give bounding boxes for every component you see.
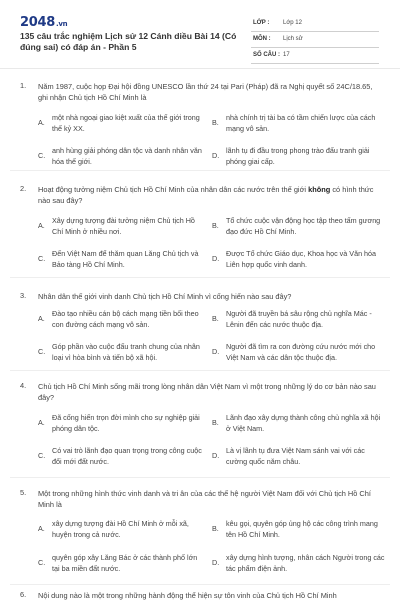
info-row-count <box>251 48 379 64</box>
logo-text: 2048 <box>20 15 55 30</box>
question-text: Chủ tịch Hồ Chí Minh sống mãi trong lòng nhân dân Việt Nam vì một trong những lý do cơ bản nào sau đây? <box>38 382 376 402</box>
option-text: xây dựng hình tượng, nhân cách Người trong các tác phẩm điện ảnh. <box>226 553 385 573</box>
option-letter: A. <box>38 118 45 127</box>
question-text-part: có hình thức nào sau đây? <box>38 185 374 205</box>
info-value-count: 17 <box>283 52 290 58</box>
option-text: Đào tạo nhiều cán bộ cách mạng tiền bối theo con đường cách mạng vô sản. <box>52 309 199 329</box>
document-title: 135 câu trắc nghiệm Lịch sử 12 Cánh diều Bài 14 (Có đúng sai) có đáp án - Phần 5 <box>20 31 237 52</box>
option-text: anh hùng giải phóng dân tộc và danh nhân văn hóa thế giới. <box>52 146 202 166</box>
option-b[interactable] <box>212 518 386 540</box>
option-text: xây dựng tượng đài Hồ Chí Minh ở mỗi xã, huyện trong cả nước. <box>52 519 189 539</box>
option-letter: B. <box>212 118 219 127</box>
option-d[interactable] <box>212 145 386 167</box>
info-row-class <box>251 16 379 32</box>
option-letter: B. <box>212 314 219 323</box>
question-divider <box>10 584 390 585</box>
option-letter: C. <box>38 151 46 160</box>
question-number: 6. <box>20 590 27 599</box>
question-text: Nội dung nào là một trong những hành động thể hiện sự tôn vinh của Chủ tịch Hồ Chí Minh <box>38 591 337 600</box>
question-text-part: Hoạt động tưởng niệm Chủ tịch Hồ Chí Minh của nhân dân các nước trên thế giới <box>38 185 309 194</box>
option-c[interactable] <box>38 445 202 467</box>
option-text: một nhà ngoại giao kiệt xuất của thế giới trong thế kỷ XX. <box>52 113 200 133</box>
option-text: kêu gọi, quyên góp ủng hộ các công trình mang tên Hồ Chí Minh. <box>226 519 378 539</box>
info-panel <box>251 16 379 64</box>
option-text: Tổ chức cuộc vận động học tập theo tấm gương đạo đức Hồ Chí Minh. <box>226 216 381 236</box>
option-text: quyên góp xây Lăng Bác ở các thành phố lớn tại ba miền đất nước. <box>52 553 198 573</box>
option-c[interactable] <box>38 145 202 167</box>
option-text: Xây dựng tượng đài tưởng niệm Chủ tịch Hồ Chí Minh ở nhiều nơi. <box>52 216 195 236</box>
option-text: Là vị lãnh tụ đưa Việt Nam sánh vai với các cường quốc năm châu. <box>226 446 365 466</box>
option-d[interactable] <box>212 445 386 467</box>
option-c[interactable] <box>38 341 202 363</box>
option-text: Góp phần vào cuộc đấu tranh chung của nhân loại vì hòa bình và tiến bộ xã hội. <box>52 342 200 362</box>
option-d[interactable] <box>212 341 386 363</box>
option-b[interactable] <box>212 412 386 434</box>
option-text: Đến Việt Nam để thăm quan Lăng Chủ tịch và Bảo tàng Hồ Chí Minh. <box>52 249 199 269</box>
document-header <box>0 0 400 66</box>
option-letter: B. <box>212 221 219 230</box>
option-text: lãnh tụ đi đầu trong phong trào đấu tranh giải phóng giai cấp. <box>226 146 370 166</box>
question-number: 4. <box>20 381 27 390</box>
info-value-subject: Lịch sử <box>283 36 303 42</box>
info-label-count: SỐ CÂU : <box>253 52 280 58</box>
option-letter: B. <box>212 418 219 427</box>
option-b[interactable] <box>212 112 386 134</box>
question-text: Năm 1987, cuộc họp Đại hội đồng UNESCO lần thứ 24 tại Pari (Pháp) đã ra Nghị quyết số 24C/18.65, ghi nhận Chủ tịch Hồ Chí Minh là <box>38 82 373 102</box>
option-a[interactable] <box>38 215 202 237</box>
option-a[interactable] <box>38 308 202 330</box>
question-divider <box>10 370 390 371</box>
info-value-class: Lớp 12 <box>283 20 302 26</box>
option-a[interactable] <box>38 412 202 434</box>
info-row-subject <box>251 32 379 48</box>
question-text: Một trong những hình thức vinh danh và tri ân của các thế hệ người Việt Nam đối với Chủ tịch Hồ Chí Minh là <box>38 489 371 509</box>
question-divider <box>10 170 390 171</box>
option-letter: A. <box>38 524 45 533</box>
option-text: nhà chính trị tài ba có tầm chiến lược của cách mạng vô sản. <box>226 113 376 133</box>
question-text: Nhân dân thế giới vinh danh Chủ tịch Hồ Chí Minh vì cống hiến nào sau đây? <box>38 292 292 301</box>
question-divider <box>10 277 390 278</box>
question-text <box>38 184 383 206</box>
question-number: 3. <box>20 291 27 300</box>
option-a[interactable] <box>38 518 202 540</box>
logo-suffix: .vn <box>55 20 68 28</box>
question-number: 1. <box>20 81 27 90</box>
option-a[interactable] <box>38 112 202 134</box>
site-logo[interactable] <box>20 15 67 30</box>
header-divider <box>0 68 400 69</box>
option-text: Lãnh đạo xây dựng thành công chủ nghĩa xã hội ở Việt Nam. <box>226 413 381 433</box>
option-letter: B. <box>212 524 219 533</box>
option-letter: A. <box>38 314 45 323</box>
option-text: Đã cống hiến trọn đời mình cho sự nghiệp giải phóng dân tộc. <box>52 413 200 433</box>
option-letter: C. <box>38 558 46 567</box>
option-letter: D. <box>212 151 220 160</box>
option-letter: D. <box>212 347 220 356</box>
option-c[interactable] <box>38 552 202 574</box>
option-text: Người đã tìm ra con đường cứu nước mới cho Việt Nam và các dân tộc thuộc địa. <box>226 342 376 362</box>
option-letter: C. <box>38 451 46 460</box>
option-letter: C. <box>38 347 46 356</box>
question-number: 2. <box>20 184 27 193</box>
question-divider <box>10 477 390 478</box>
option-b[interactable] <box>212 215 386 237</box>
option-b[interactable] <box>212 308 386 330</box>
option-text: Được Tổ chức Giáo dục, Khoa học và Văn hóa Liên hợp quốc vinh danh. <box>226 249 377 269</box>
option-letter: A. <box>38 418 45 427</box>
option-c[interactable] <box>38 248 202 270</box>
option-letter: D. <box>212 254 220 263</box>
option-letter: D. <box>212 451 220 460</box>
option-letter: D. <box>212 558 220 567</box>
info-label-subject: MÔN : <box>253 36 271 42</box>
option-letter: A. <box>38 221 45 230</box>
option-text: Có vai trò lãnh đạo quan trọng trong công cuộc đổi mới đất nước. <box>52 446 202 466</box>
question-number: 5. <box>20 488 27 497</box>
option-text: Người đã truyền bá sâu rộng chủ nghĩa Mác - Lênin đến các nước thuộc địa. <box>226 309 372 329</box>
option-d[interactable] <box>212 248 386 270</box>
info-label-class: LỚP : <box>253 20 270 26</box>
question-emphasis: không <box>308 185 331 194</box>
option-d[interactable] <box>212 552 386 574</box>
option-letter: C. <box>38 254 46 263</box>
